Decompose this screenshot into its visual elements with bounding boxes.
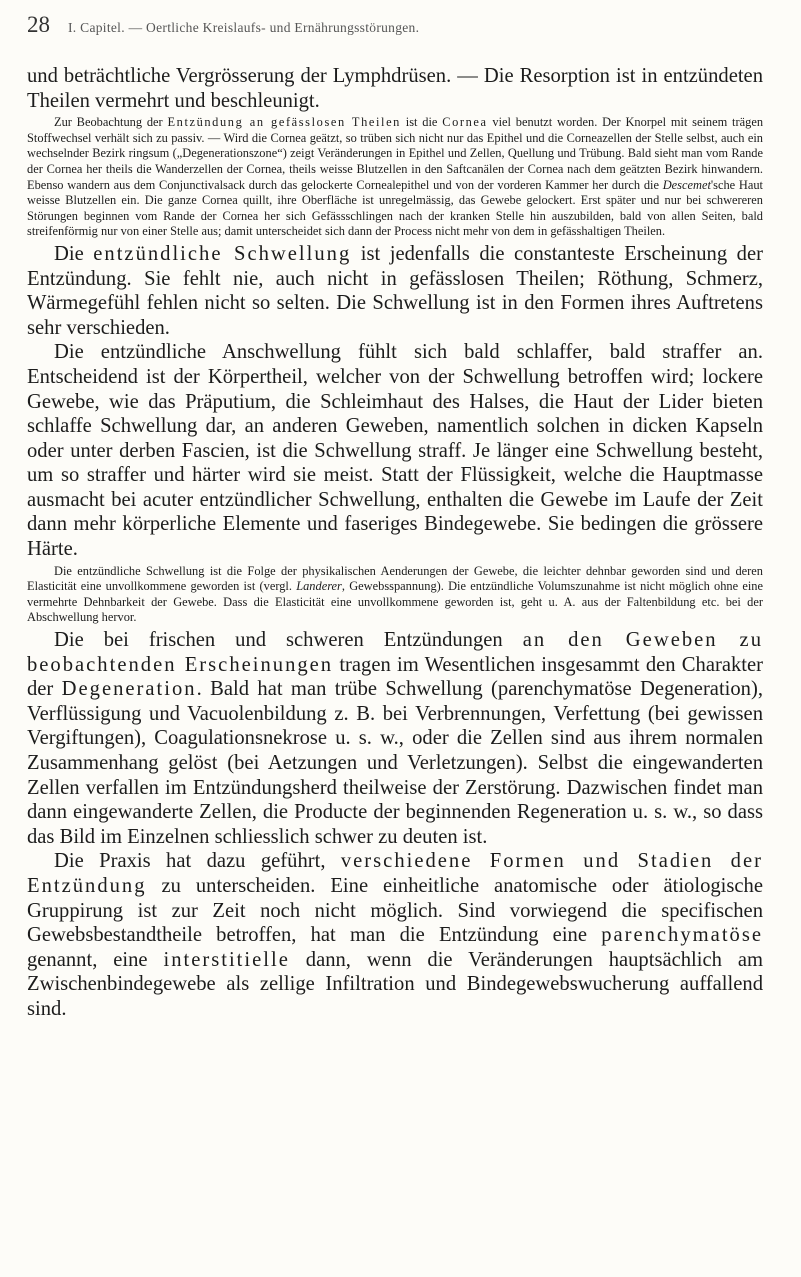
- p3-lead: Die: [54, 242, 94, 265]
- page-number: 28: [27, 12, 50, 37]
- p2-middle1: ist die: [400, 115, 443, 130]
- paragraph-5-small-print: [27, 564, 763, 626]
- page-header: [27, 12, 761, 38]
- p7-lead: Die Praxis hat dazu geführt,: [54, 850, 341, 873]
- p6-lead: Die bei frischen und schweren Entzündungen: [54, 629, 523, 652]
- p7-middle2: genannt, eine: [27, 948, 164, 971]
- p6-spaced2: Degeneration: [61, 678, 197, 701]
- p5-end: , Gewebsspannung). Die entzündliche Volumszunahme ist nicht möglich ohne eine vermehrte Dehnbarkeit der Gewebe. Dass die Elasticität eine unvollkommene geworden ist, geht u. A. aus der Faltenbildung etc. bei der Abschwellung hervor.: [27, 579, 763, 625]
- paragraph-6: [27, 628, 763, 849]
- p6-spaced: an den Geweben zu beobachtenden Erscheinungen: [27, 629, 763, 676]
- paragraph-7: [27, 849, 763, 1021]
- p7-spaced3: interstitielle: [163, 948, 290, 971]
- body-text: [27, 64, 763, 1022]
- p6-middle: tragen im Wesentlichen insgesammt den Charakter der: [27, 653, 763, 701]
- paragraph-4: Die entzündliche Anschwellung fühlt sich bald schlaffer, bald straffer an. Entscheidend ist der Körpertheil, welcher von der Schwellung betroffen wird; lockere Gewebe, wie das Präputium, die Schleimhaut des Halses, die Haut der Lider bieten schlaffe Schwellung dar, an anderen Geweben, namentlich solchen in dicken Kapseln oder unter derben Fascien, ist die Schwellung straff. Je länger eine Schwellung besteht, um so straffer und härter wird sie meist. Statt der Flüssigkeit, welche die Hauptmasse ausmacht bei acuter entzündlicher Schwellung, enthalten die Gewebe im Laufe der Zeit dann mehr körperliche Elemente und faseriges Bindegewebe. Sie bedingen die grössere Härte.: [27, 341, 763, 561]
- p2-lead: Zur Beobachtung der: [54, 115, 168, 130]
- p7-spaced2: parenchymatöse: [601, 924, 763, 947]
- paragraph-3: [27, 242, 763, 340]
- p3-spaced: entzündliche Schwellung: [93, 242, 352, 265]
- p2-spaced: Entzündung an gefässlosen Theilen: [167, 115, 401, 130]
- p2-italic-name: Descemet: [662, 177, 711, 192]
- p5-italic-name: Landerer: [296, 579, 342, 594]
- p7-middle: zu unterscheiden. Eine einheitliche anatomische oder ätiologische Gruppirung ist zur Zeit noch nicht möglich. Sind vorwiegend die specifischen Gewebsbestandtheile betroffen, hat man die Entzündung eine: [27, 874, 763, 947]
- paragraph-1: und beträchtliche Vergrösserung der Lymphdrüsen. — Die Resorption ist in entzündeten Theilen vermehrt und beschleunigt.: [27, 65, 763, 112]
- p2-end: 'sche Haut weisse Blutzellen ein. Die ganze Cornea quillt, ihre Oberfläche ist unregelmässig, das Gewebe gelockert. Erst später und nur bei schwereren Störungen beginnen vom Rande der Cornea her sich Gefässschlingen nach der kranken Stelle hin auszubilden, bald von allen Seiten, bald streifenförmig nur von einer Stelle aus; damit unterscheidet sich dann der Process nicht mehr von dem in gefässhaltigen Theilen.: [27, 177, 763, 239]
- p2-spaced2: Cornea: [442, 115, 488, 130]
- p5-lead: Die entzündliche Schwellung ist die Folge der physikalischen Aenderungen der Gewebe, die leichter dehnbar geworden sind und deren Elasticität eine unvollkommene geworden ist (vergl.: [27, 563, 763, 594]
- p7-end: dann, wenn die Veränderungen hauptsächlich am Zwischenbindegewebe als zellige Infiltration und Bindegewebswucherung auffallend sind.: [27, 948, 763, 1020]
- running-title: I. Capitel. — Oertliche Kreislaufs- und Ernährungsstörungen.: [68, 20, 420, 35]
- paragraph-2-small-print: [27, 115, 763, 240]
- p3-end: ist jedenfalls die constanteste Erscheinung der Entzündung. Sie fehlt nie, auch nicht in gefässlosen Theilen; Röthung, Schmerz, Wärmegefühl fehlen nicht so selten. Die Schwellung ist in den Formen ihres Auftretens sehr verschieden.: [27, 242, 763, 339]
- p7-spaced: verschiedene Formen und Stadien der Entzündung: [27, 850, 763, 897]
- p2-middle2: viel benutzt worden. Der Knorpel mit seinem trägen Stoffwechsel verhält sich zu passiv. — Wird die Cornea geätzt, so trüben sich nicht nur das Epithel und die Corneazellen der Stelle selbst, auch ein wechselnder Bezirk ringsum („Degenerationszone“) zeigt Veränderungen in Epithel und Zellen, Quellung und Trübung. Bald sieht man vom Rande der Cornea her theils die Wanderzellen der Cornea, theils weisse Blutzellen in den Saftcanälen der Cornea nach dem geätzten Bezirk hinwandern. Ebenso wandern aus dem Conjunctivalsack durch das gelockerte Cornealepithel und von der vorderen Kammer her durch die: [27, 115, 764, 192]
- p6-end: . Bald hat man trübe Schwellung (parenchymatöse Degeneration), Verflüssigung und Vacuolenbildung z. B. bei Verbrennungen, Verfettung (bei gewissen Vergiftungen), Coagulationsnekrose u. s. w., oder die Zellen sind aus ihrem normalen Zusammenhang gelöst (bei Aetzungen und Verletzungen). Selbst die eingewanderten Zellen verfallen im Entzündungsherd theilweise der Zerstörung. Dazwischen findet man dann eingewanderte Zellen, die Producte der beginnenden Regeneration u. s. w., so dass das Bild im Einzelnen schliesslich schwer zu deuten ist.: [27, 678, 763, 848]
